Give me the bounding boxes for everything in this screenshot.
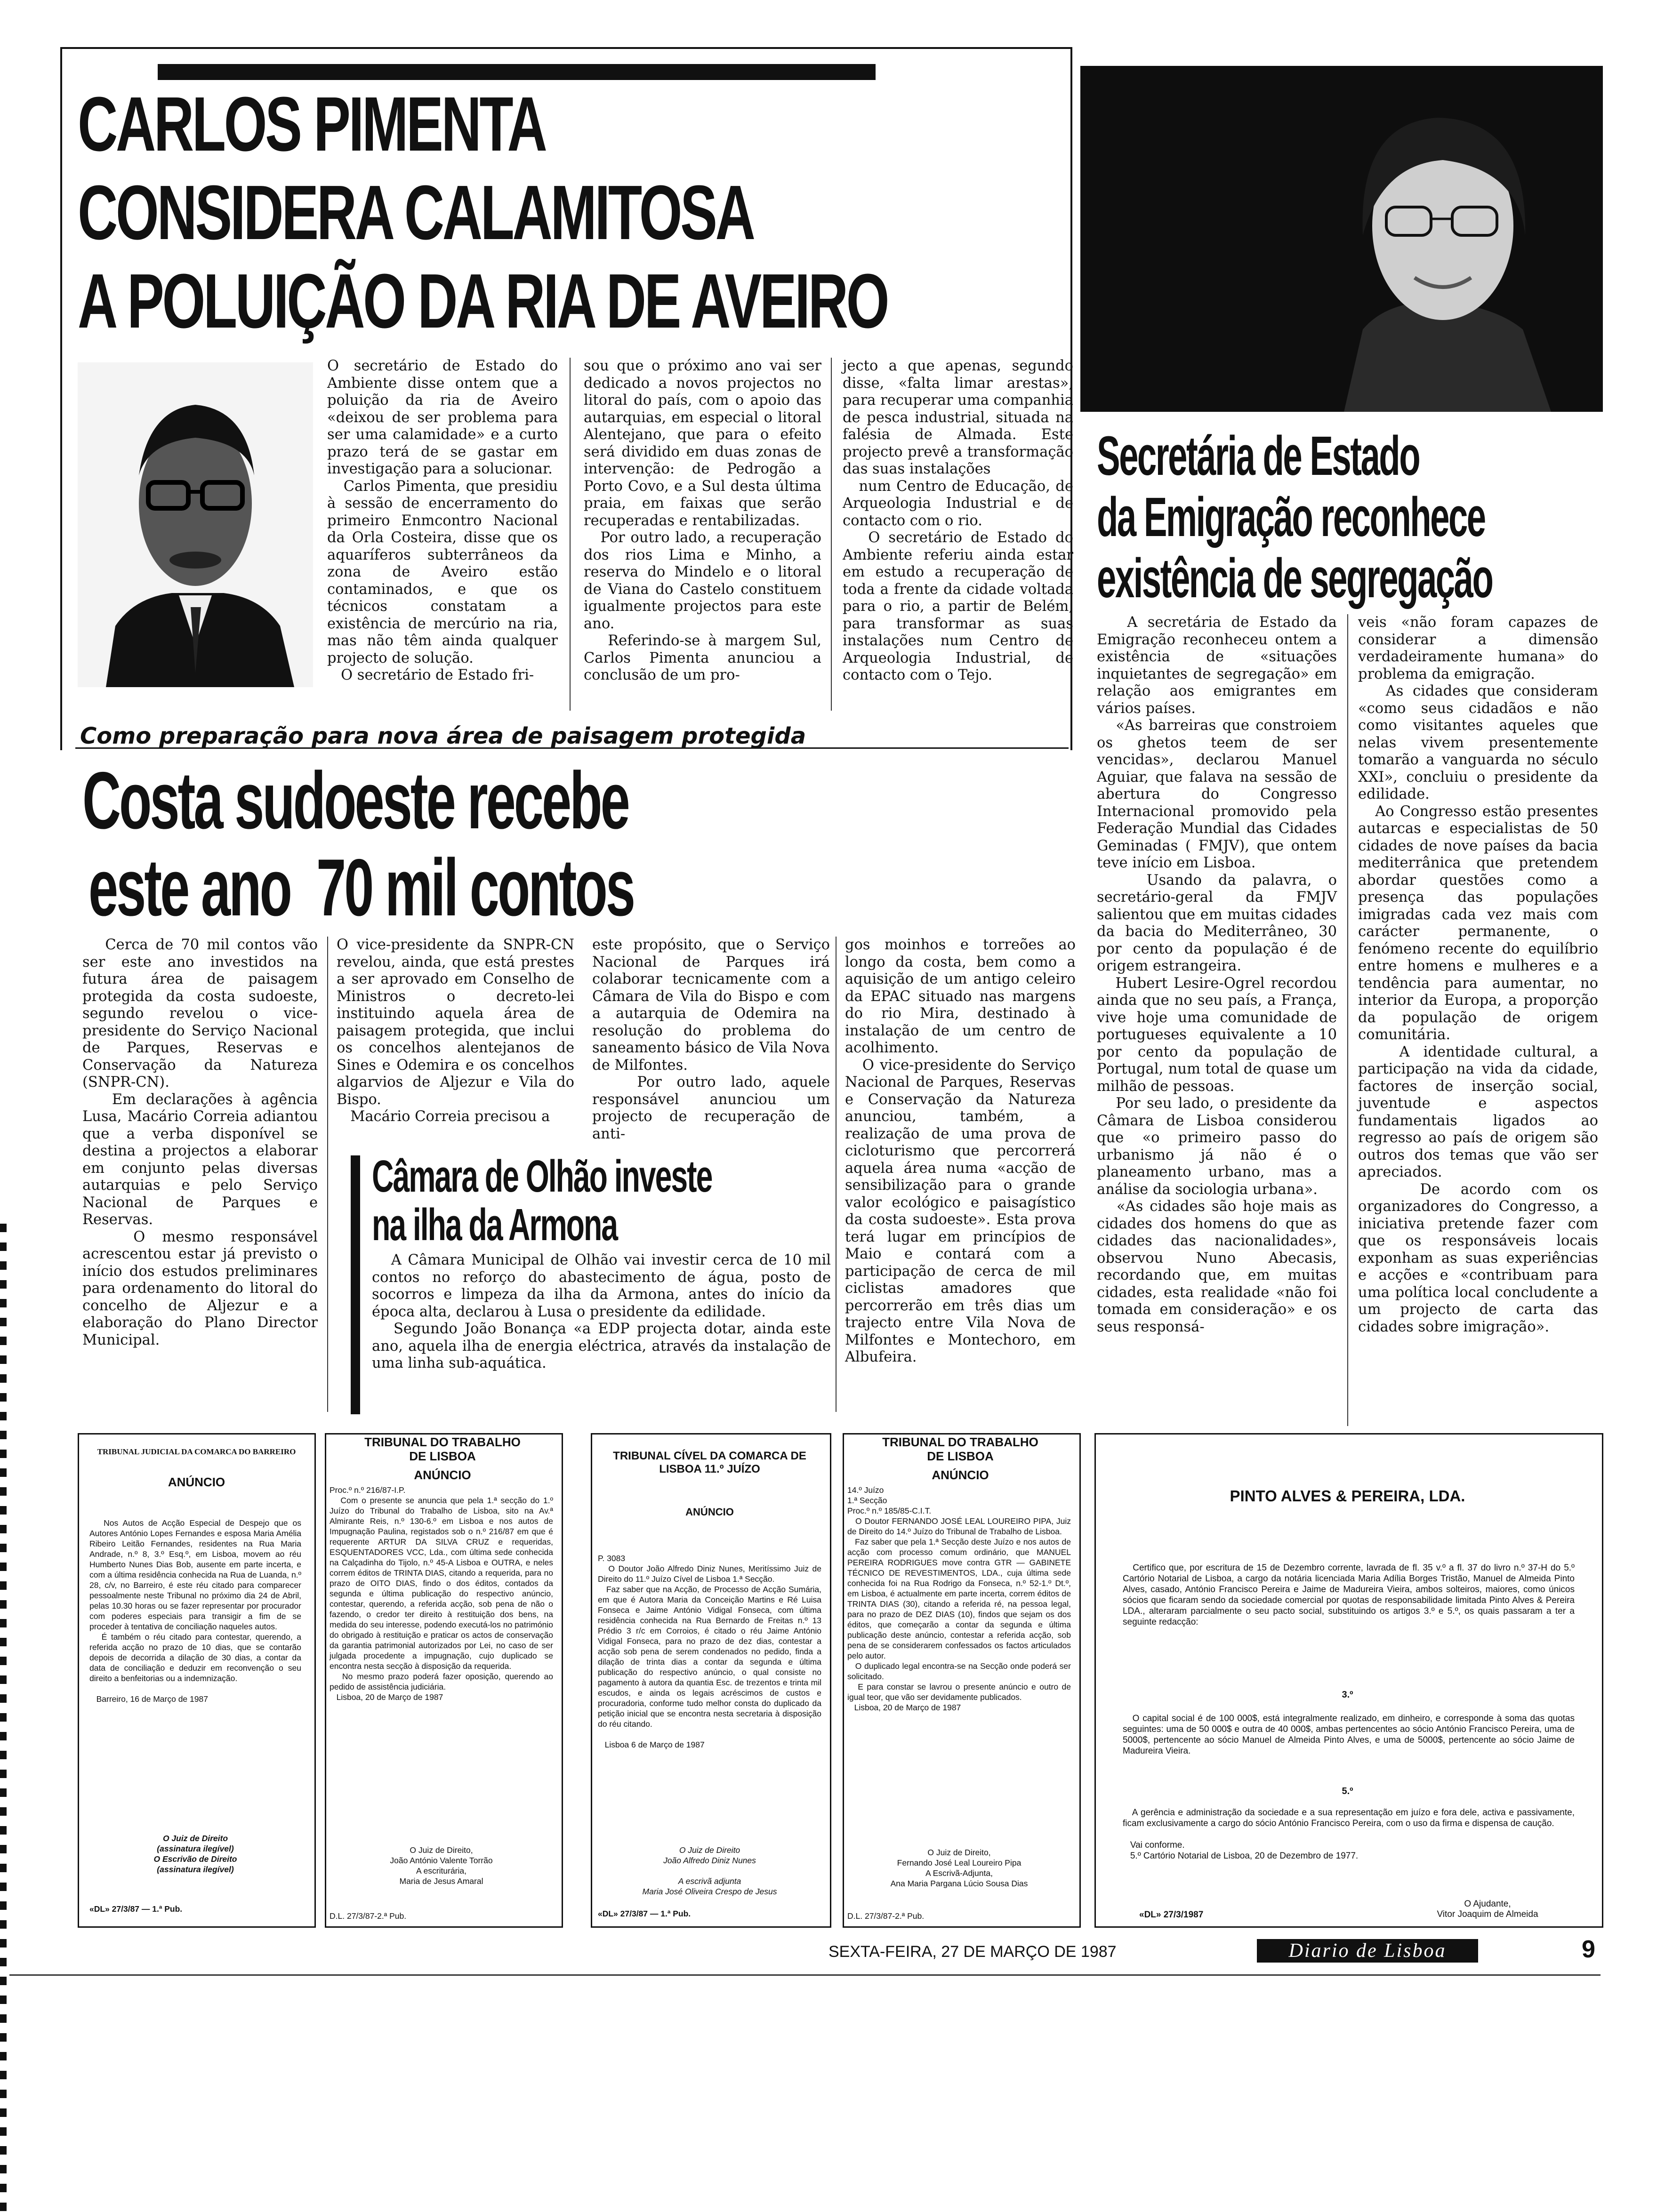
article-2-kicker: Como preparação para nova área de paisagem protegida xyxy=(80,723,806,749)
ad-3-signature: O Juiz de Direito João Alfredo Diniz Nunes A escrivã adjunta Maria José Oliveira Crespo de Jesus xyxy=(642,1845,777,1896)
article-2-column-4: gos moinhos e torreões ao longo da costa, bem como a aquisição de um antigo celeiro da EPAC situado nas margens do rio Mira, destinado à instalação de um centro de acolhimento. O vice-presidente do Serviço Nacional de Parques, Reservas e Conservação da Natureza anunciou, também, a realização de uma prova de cicloturismo que percorrerá aquela área numa «acção de sensibilização para o grande valor ecológico e paisagístico da costa sudoeste». Esta prova terá lugar em princípios de Maio e contará com a participação de cerca de mil ciclistas amadores que percorrerão em três dias um trajecto entre Vila Nova de Milfontes e Montechoro, em Albufeira. xyxy=(845,937,1076,1365)
ad-3-subtitle: ANÚNCIO xyxy=(685,1506,734,1518)
article-1-column-1: O secretário de Estado do Ambiente disse ontem que a poluição da ria de Aveiro «deixou de ser problema para ser uma calamidade» e a curto prazo terá de se gastar em investigação para a solucionar. Carlos Pimenta, que presidiu à sessão de encerramento do primeiro Enmcontro Nacional da Orla Costeira, disse que os aquaríferos subterrâneos da zona de Aveiro estão contaminados, e que os técnicos constatam a existência de mercúrio na ria, mas não têm ainda qualquer projecto de solução. O secretário de Estado fri- xyxy=(327,358,558,683)
article-3-bar xyxy=(351,1155,360,1414)
column-rule xyxy=(1347,614,1348,1426)
ad-3-body: P. 3083 O Doutor João Alfredo Diniz Nunes, Meritíssimo Juiz de Direito do 11.º Juízo Cível de Lisboa 1.ª Secção. Faz saber que na Acção, de Processo de Acção Sumária, em que é Autora Maria da Conceição Martins e Ré Luisa Fonseca e Jaime António Vidigal Fonseca, com última residência conhecida na Rua Bernardo de Freitas n.º 13 Prédio 3 r/c em Corroios, é citado o réu Jaime António Vidigal Fonseca, para no prazo de dez dias, contestar a acção sob pena de serem condenados no pedido, finda a dilação de trinta dias a contar da segunda e última publicação do respectivo anúncio, o qual consiste no pagamento à autora da quantia Esc. de trezentos e trinta mil escudos, e ainda os legais acréscimos de custos e procuradoria, conforme tudo melhor consta do duplicado da petição inicial que se encontra nesta secretaria à disposição do réu citando. Lisboa 6 de Março de 1987 xyxy=(598,1554,822,1749)
footer-rule xyxy=(9,1974,1601,1976)
article-4-column-2: veis «não foram capazes de considerar a dimensão verdadeiramente humana» do problema da emigração. As cidades que consideram «como seus cidadãos e não como visitantes aqueles que nelas vivem presentemente tomarão a vanguarda no século XXI», concluiu o presidente da edilidade. Ao Congresso estão presentes autarcas e especialistas de 50 cidades de nove países da bacia mediterrânica que pretendem abordar questões como a presença das populações imigradas cada vez mais com carácter permanente, o fenómeno recente do equilíbrio entre homens e mulheres e a tendência para aumentar, no interior da Europa, a proporção da população de origem comunitária. A identidade cultural, a participação na vida da cidade, factores de inserção social, juventude e aspectos fundamentais ligados ao regresso ao país de origem são outros dos temas que vão ser apreciados. De acordo com os organizadores do Congresso, a iniciativa pretende fazer com que os responsáveis locais exponham as suas experiências e acções e «contribuam para uma política local concludente a um projecto de carta das cidades sobre imigração». xyxy=(1358,614,1598,1335)
ad-1-signature: O Juiz de Direito (assinatura ilegível) O Escrivão de Direito (assinatura ilegível) xyxy=(153,1834,237,1874)
ad-2-title: TRIBUNAL DO TRABALHO DE LISBOA xyxy=(364,1435,521,1463)
article-3-headline-line-1: Câmara de Olhão investe xyxy=(372,1151,712,1202)
article-2-headline-line-1: Costa sudoeste recebe xyxy=(82,755,628,846)
article-4-headline-line-3: existência de segregação xyxy=(1097,547,1493,609)
article-4-headline-line-2: da Emigração reconhece xyxy=(1097,486,1485,548)
ad-4-signature: O Juiz de Direito, Fernando José Leal Loureiro Pipa A Escrivã-Adjunta, Ana Maria Pargana Lúcio Sousa Dias xyxy=(890,1848,1028,1888)
column-rule xyxy=(570,358,571,711)
masthead-logo xyxy=(1257,1939,1478,1963)
ad-1-title: TRIBUNAL JUDICIAL DA COMARCA DO BARREIRO xyxy=(97,1447,296,1456)
article-1-column-2: sou que o próximo ano vai ser dedicado a novos projectos no litoral do país, com o apoio das autarquias, em especial o litoral Alentejano, que para o efeito será dividido em duas zonas de intervenção: de Pedrogão a Porto Covo, e a Sul desta última praia, em faixas que serão recuperadas e rentabilizadas. Por outro lado, a recuperação dos rios Lima e Minho, a reserva do Mindelo e o litoral de Viana do Castelo constituem igualmente projectos para este ano. Referindo-se à margem Sul, Carlos Pimenta anunciou a conclusão de um pro- xyxy=(584,358,821,683)
headline-top-bar xyxy=(158,64,876,80)
ad-4-body: 14.º Juízo 1.ª Secção Proc.º n.º 185/85-C.I.T. O Doutor FERNANDO JOSÉ LEAL LOUREIRO PIPA, Juiz de Direito do 14.º Juízo do Tribunal de Trabalho de Lisboa. Faz saber que pela 1.ª Secção deste Juízo e nos autos de acção com processo comum ordinário, que MANUEL PEREIRA RODRIGUES move contra GTR — GABINETE TÉCNICO DE REVESTIMENTOS, LDA., cuja última sede conhecida foi na Rua Rodrigo da Fonseca, n.º 52-1.º Dt.º, em Lisboa, é actualmente em parte incerta, correm éditos de TRINTA DIAS (30), citando a referida ré, na pessoa legal, para no prazo de DEZ DIAS (10), findos que sejam os dos éditos, que começarão a contar da segunda e última publicação deste anúncio, contestar a referida acção, sob pena de se considerarem confessados os factos articulados pelo autor. O duplicado legal encontra-se na Secção onde poderá ser solicitado. E para constar se lavrou o presente anúncio e outro de igual teor, que vão ser devidamente publicados. Lisboa, 20 de Março de 1987 xyxy=(847,1485,1071,1712)
ad-2-signature: O Juiz de Direito, João António Valente Torrão A escriturária, Maria de Jesus Amaral xyxy=(390,1845,493,1886)
ad-4-footer: D.L. 27/3/87-2.ª Pub. xyxy=(847,1911,925,1921)
article-2-headline-line-2: este ano 70 mil contos xyxy=(88,842,634,933)
ad-4-title: TRIBUNAL DO TRABALHO DE LISBOA xyxy=(882,1435,1038,1463)
secretary-photo xyxy=(1080,66,1603,412)
ad-2-footer: D.L. 27/3/87-2.ª Pub. xyxy=(330,1911,407,1921)
article-1-headline-line-2: CONSIDERA CALAMITOSA xyxy=(78,169,754,256)
article-1-column-3: jecto a que apenas, segundo disse, «falta limar arestas», para recuperar uma companhia de pesca industrial, situada na falésia de Almada. Este projecto prevê a transformação das suas instalações num Centro de Educação, de Arqueologia Industrial e de contacto com o rio. O secretário de Estado do Ambiente referiu ainda estar em estudo a recuperação de toda a frente da cidade voltada para o rio, a partir de Belém, para transformar as suas instalações num Centro de Arqueologia Industrial, de contacto com o Tejo. xyxy=(843,358,1073,683)
portrait-woman-image xyxy=(1080,66,1603,412)
ad-5-title: PINTO ALVES & PEREIRA, LDA. xyxy=(1230,1487,1465,1505)
footer-date: SEXTA-FEIRA, 27 DE MARÇO DE 1987 xyxy=(828,1943,1117,1961)
article-1-headline-line-1: CARLOS PIMENTA xyxy=(78,81,546,167)
column-rule xyxy=(831,358,832,711)
column-rule xyxy=(836,937,837,1412)
ad-1-body: Nos Autos de Acção Especial de Despejo que os Autores António Lopes Fernandes e esposa Maria Amélia Ribeiro Leitão Fernandes, residentes na Rua Maria Andrade, n.º 8, 3.º Esq.º, em Lisboa, movem ao réu Humberto Nunes Dias Bob, ausente em parte incerta, e com a última residência conhecida na Rua de Luanda, n.º 28, c/v, no Barreiro, é este réu citado para comparecer pessoalmente neste Tribunal no próximo dia 24 de Abril, pelas 10.30 horas ou se fazer representar por procurador com poderes especiais para transigir a fim de se proceder à tentativa de conciliação naqueles autos. É também o réu citado para contestar, querendo, a referida acção no prazo de 10 dias, que se contarão depois de decorrida a dilação de 30 dias, a contar da data de conciliação e deduzir em reconvenção o seu direito a benfeitorias ou a indemnização. Barreiro, 16 de Março de 1987 xyxy=(89,1518,301,1704)
scan-edge xyxy=(0,1224,7,2212)
ad-5-signature: O Ajudante, Vitor Joaquim de Almeida xyxy=(1437,1899,1538,1919)
article-3-headline-line-2: na ilha da Armona xyxy=(372,1200,617,1250)
column-rule xyxy=(327,937,328,1412)
page-number: 9 xyxy=(1582,1936,1595,1963)
ad-5-article-5-title: 5.º xyxy=(1342,1786,1353,1796)
article-3-body: A Câmara Municipal de Olhão vai investir cerca de 10 mil contos no reforço do abastecimento de água, posto de socorros e limpeza da ilha da Armona, antes do início da época alta, declarou à Lusa o presidente da edilidade. Segundo João Bonança «a EDP projecta dotar, ainda este ano, aquela ilha de energia eléctrica, através da instalação de uma linha sub-aquática. xyxy=(372,1252,831,1371)
ad-1-footer: «DL» 27/3/87 — 1.ª Pub. xyxy=(89,1904,183,1914)
ad-2-body: Proc.º n.º 216/87-I.P. Com o presente se anuncia que pela 1.ª secção do 1.º Juízo do Tribunal do Trabalho de Lisboa, sito na Av.ª Almirante Reis, n.º 130-6.º em Lisboa e nos autos de Impugnação Paulina, registados sob o n.º 216/87 em que é requerente ARTUR DA SILVA CRUZ e requeridas, ESQUENTADORES VCC, Lda., com última sede conhecida na Calçadinha do Tijolo, n.º 45-A Lisboa e OUTRA, e neles correm éditos de TRINTA DIAS, citando a requerida, para no prazo de OITO DIAS, findo o dos éditos, contados da segunda e última publicação do respectivo anúncio, contestar, querendo, a referida acção, sob pena de não o fazendo, o credor ter direito à restituição dos bens, na medida do seu interesse, podendo executá-los no património do obrigado à restituição e praticar os actos de conservação da garantia patrimonial autorizados por Lei, no caso de ser julgada procedente a impugnação, cujo duplicado se encontra nesta secção à disposição da requerida. No mesmo prazo poderá fazer oposição, querendo ao pedido de assistência judiciária. Lisboa, 20 de Março de 1987 xyxy=(330,1485,553,1702)
ad-5-article-3-title: 3.º xyxy=(1342,1690,1353,1700)
ad-5-body: Certifico que, por escritura de 15 de Dezembro corrente, lavrada de fl. 35 v.º a fl. 37 do livro n.º 37-H do 5.º Cartório Notarial de Lisboa, a cargo da notária licenciada Maria Adília Borges Tristão, Manuel de Almeida Pinto Alves, casado, António Francisco Pereira e Jaime de Madureira Vieira, ambos solteiros, maiores, como únicos sócios que ficaram sendo da sociedade comercial por quotas de responsabilidade limitada Pinto Alves & Pereira LDA., alteraram parcialmente o seu pacto social, substituindo os artigos 3.º e 5.º, os quais passaram a ter a seguinte redacção: xyxy=(1123,1563,1577,1627)
masthead-text: Diario de Lisboa xyxy=(1288,1940,1447,1962)
ad-5-footer: «DL» 27/3/1987 xyxy=(1139,1910,1204,1920)
article-1-headline-line-3: A POLUIÇÃO DA RIA DE AVEIRO xyxy=(78,258,888,344)
article-2-column-1: Cerca de 70 mil contos vão ser este ano investidos na futura área de paisagem protegida da costa sudoeste, segundo revelou o vice-presidente do Serviço Nacional de Parques, Reservas e Conservação da Natureza (SNPR-CN). Em declarações à agência Lusa, Macário Correia adiantou que a verba disponível se destina a projectos a elaborar em conjunto pelas diversas autarquias e pelo Serviço Nacional de Parques e Reservas. O mesmo responsável acrescentou estar já previsto o início dos estudos preliminares para ordenamento do litoral do concelho de Aljezur e a elaboração do Plano Director Municipal. xyxy=(82,937,318,1348)
article-4-column-1: A secretária de Estado da Emigração reconheceu ontem a existência de «situações inquietantes de segregação» em relação aos emigrantes em vários países. «As barreiras que constroiem os ghetos teem de ser vencidas», declarou Manuel Aguiar, que falava na sessão de abertura do Congresso Internacional promovido pela Federação Mundial das Cidades Geminadas ( FMJV), que ontem teve início em Lisboa. Usando da palavra, o secretário-geral da FMJV salientou que em muitas cidades da bacia do Mediterrâneo, 30 por cento da população é de origem estrangeira. Hubert Lesire-Ogrel recordou ainda que no seu país, a França, vive hoje uma comunidade de portugueses equivalente a 10 por cento da população de Portugal, num total de quase um milhão de pessoas. Por seu lado, o presidente da Câmara de Lisboa considerou que «o primeiro passo do urbanismo já não é o planeamento urbano, mas a análise da sociologia urbana». «As cidades são hoje mais as cidades dos homens do que as cidades das nacionalidades», observou Nuno Abecasis, recordando que, em muitas cidades, esta realidade «não foi tomada em consideração» e os seus responsá- xyxy=(1097,614,1337,1335)
ad-5-article-3: O capital social é de 100 000$, está integralmente realizado, em dinheiro, e corresponde à soma das quotas seguintes: uma de 50 000$ e outra de 40 000$, ambas pertencentes ao sócio António Francisco Pereira, uma de 5000$, pertencente ao sócio Manuel de Almeida Pinto Alves, e uma de 5000$, pertencente ao sócio Jaime de Madureira Vieira. xyxy=(1123,1714,1577,1756)
carlos-pimenta-photo xyxy=(78,362,313,687)
ad-3-footer: «DL» 27/3/87 — 1.ª Pub. xyxy=(598,1909,691,1918)
portrait-man-image xyxy=(78,362,313,687)
ad-3-title: TRIBUNAL CÍVEL DA COMARCA DE LISBOA 11.º JUÍZO xyxy=(613,1450,806,1475)
article-4-headline-line-1: Secretária de Estado xyxy=(1097,425,1420,487)
article-2-column-3: este propósito, que o Serviço Nacional de Parques irá colaborar tecnicamente com a Câmara de Vila do Bispo e com a autarquia de Odemira na resolução do problema do saneamento básico de Vila Nova de Milfontes. Por outro lado, aquele responsável anunciou um projecto de recuperação de anti- xyxy=(592,937,830,1142)
ad-4-subtitle: ANÚNCIO xyxy=(932,1468,989,1482)
article-2-column-2: O vice-presidente da SNPR-CN revelou, ainda, que está prestes a ser aprovado em Conselho de Ministros o decreto-lei instituindo aquela área de paisagem protegida, que inclui os concelhos alentejanos de Sines e Odemira e os concelhos algarvios de Aljezur e Vila do Bispo. Macário Correia precisou a xyxy=(337,937,574,1125)
ad-2-subtitle: ANÚNCIO xyxy=(414,1468,471,1482)
ad-5-article-5: A gerência e administração da sociedade e a sua representação em juízo e fora dele, activa e passivamente, ficam exclusivamente a cargo do sócio António Francisco Pereira, com o uso da firma e dispensa de caução. Vai conforme. 5.º Cartório Notarial de Lisboa, 20 de Dezembro de 1977. xyxy=(1123,1808,1575,1861)
ad-1-subtitle: ANÚNCIO xyxy=(168,1475,225,1489)
